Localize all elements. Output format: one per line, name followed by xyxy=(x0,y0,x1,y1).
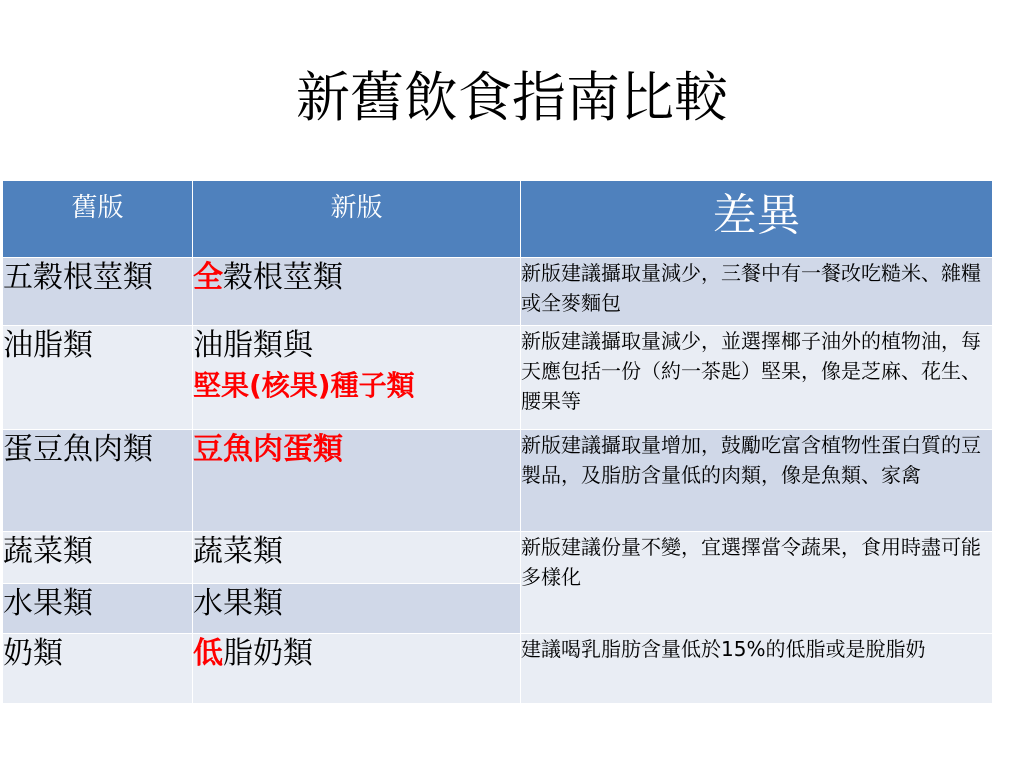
header-diff: 差異 xyxy=(521,181,993,258)
table-header-row xyxy=(3,181,993,258)
highlight-text: 豆魚肉蛋類 xyxy=(193,432,343,467)
table-row xyxy=(3,532,993,584)
cell-old: 蛋豆魚肉類 xyxy=(3,430,193,532)
cell-new: 蔬菜類 xyxy=(193,532,521,584)
highlight-text: 堅果(核果)種子類 xyxy=(193,369,415,402)
cell-old: 奶類 xyxy=(3,634,193,704)
cell-diff: 建議喝乳脂肪含量低於15%的低脂或是脫脂奶 xyxy=(521,634,993,704)
table-row xyxy=(3,430,993,532)
cell-new xyxy=(193,430,521,532)
highlight-text: 全 xyxy=(193,260,223,295)
table-row xyxy=(3,258,993,326)
cell-new: 低脂奶類 xyxy=(193,634,521,704)
cell-new: 全穀根莖類 xyxy=(193,258,521,326)
cell-new: 油脂類與 堅果(核果)種子類 xyxy=(193,326,521,430)
comparison-table xyxy=(2,180,993,704)
header-old: 舊版 xyxy=(3,181,193,258)
highlight-text: 低 xyxy=(193,636,223,671)
cell-diff: 新版建議攝取量減少，三餐中有一餐改吃糙米、雜糧或全麥麵包 xyxy=(521,258,993,326)
header-new: 新版 xyxy=(193,181,521,258)
cell-diff: 新版建議份量不變，宜選擇當令蔬果，食用時盡可能多樣化 xyxy=(521,532,993,634)
cell-old: 油脂類 xyxy=(3,326,193,430)
slide-title: 新舊飲食指南比較 xyxy=(296,66,728,129)
table-row xyxy=(3,326,993,430)
cell-old: 水果類 xyxy=(3,584,193,634)
cell-old: 蔬菜類 xyxy=(3,532,193,584)
cell-old: 五穀根莖類 xyxy=(3,258,193,326)
cell-new: 水果類 xyxy=(193,584,521,634)
cell-diff: 新版建議攝取量增加，鼓勵吃富含植物性蛋白質的豆製品，及脂肪含量低的肉類，像是魚類、家禽 xyxy=(521,430,993,532)
cell-diff: 新版建議攝取量減少，並選擇椰子油外的植物油，每天應包括一份（約一茶匙）堅果，像是芝麻、花生、腰果等 xyxy=(521,326,993,430)
table-row xyxy=(3,634,993,704)
